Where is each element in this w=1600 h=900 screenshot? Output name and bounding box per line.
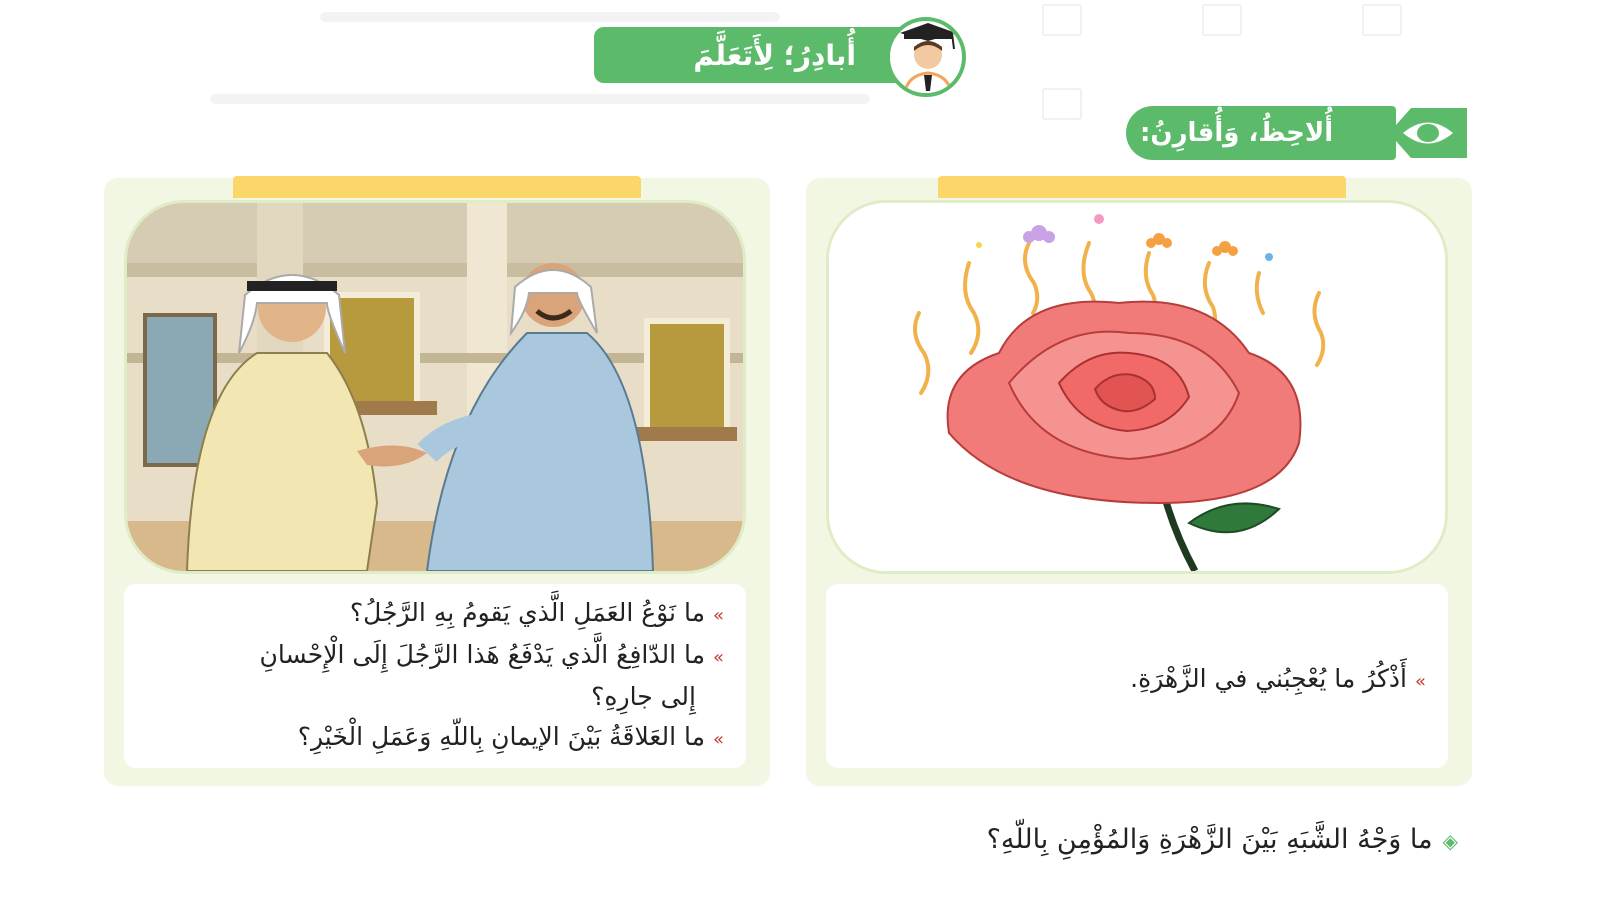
handshake-illustration [124, 200, 746, 574]
question-1: »ما نَوْعُ العَمَلِ الَّذي يَقومُ بِهِ الرَّجُلُ؟ [349, 598, 724, 627]
lesson-header [594, 27, 964, 83]
section-label [1126, 106, 1396, 160]
question-3: »ما العَلاقَةُ بَيْنَ الإيمانِ بِاللّهِ وَعَمَلِ الْخَيْرِ؟ [297, 722, 724, 751]
diamond-icon: ◈ [1442, 829, 1458, 853]
bullet: » [712, 729, 724, 750]
card-right-tab [938, 176, 1346, 198]
bottom-question: ◈ما وَجْهُ الشَّبَهِ بَيْنَ الزَّهْرَةِ وَالمُؤْمِنِ بِاللّهِ؟ [986, 824, 1458, 855]
question-rose: »أَذْكُرُ ما يُعْجِبُني في الزَّهْرَةِ. [1130, 664, 1426, 693]
card-left-tab [233, 176, 641, 198]
card-left-text [124, 584, 746, 768]
question-2: »ما الدّافِعُ الَّذي يَدْفَعُ هَذا الرَّجُلَ إِلَى الْإِحْسانِ [259, 640, 724, 669]
bullet: » [712, 647, 724, 668]
bullet: » [1414, 671, 1426, 692]
card-right-text [826, 584, 1448, 768]
graduate-icon [886, 17, 966, 97]
question-2-cont: إِلى جارِهِ؟ [591, 682, 696, 711]
header-title: أُبادِرُ؛ لِأَتَعَلَّمَ [693, 38, 856, 72]
eye-icon [1383, 104, 1473, 162]
rose-illustration [826, 200, 1448, 574]
bullet: » [712, 605, 724, 626]
section-label-text: أُلاحِظُ، وَأُقارِنُ: [1140, 118, 1334, 148]
